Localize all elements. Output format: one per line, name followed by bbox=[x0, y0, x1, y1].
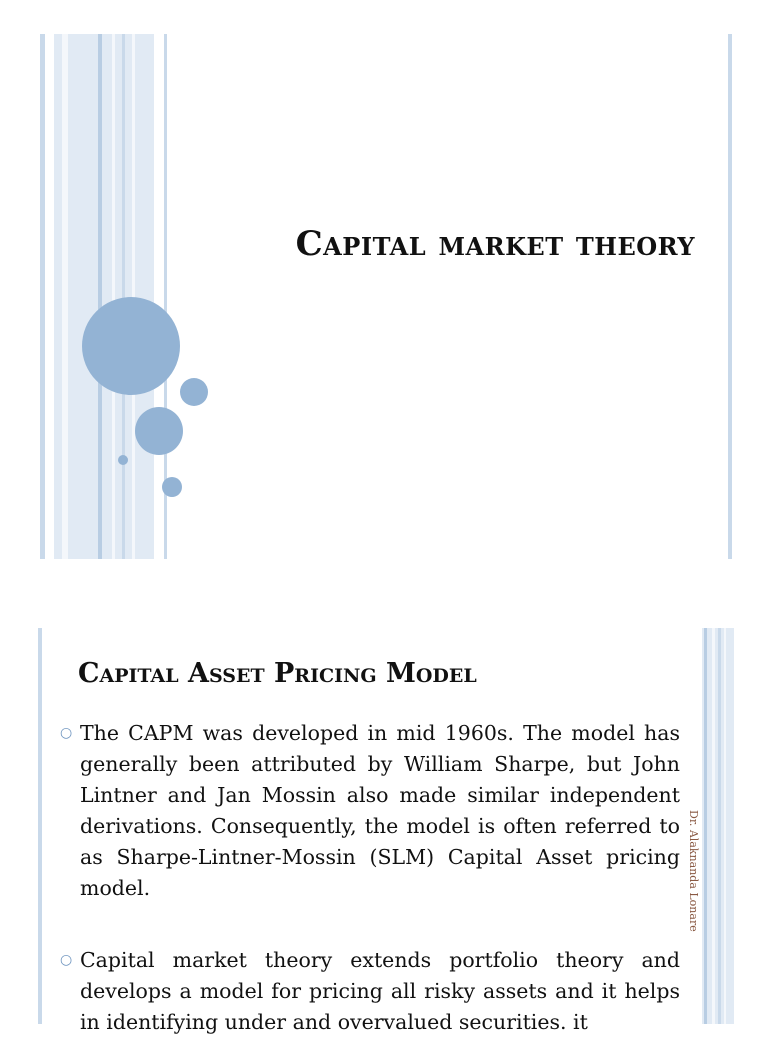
bullet-text: Capital market theory extends portfolio theory and develops a model for pricing all risky assets and it helps in identifying under and overvalued securities. it bbox=[80, 948, 680, 1034]
circle-bullet-icon: ○ bbox=[60, 952, 73, 968]
stripe bbox=[724, 628, 726, 1024]
title-slide bbox=[40, 34, 734, 559]
stripe bbox=[712, 628, 715, 1024]
bullet-item bbox=[60, 718, 680, 904]
circle-medium bbox=[135, 407, 183, 455]
circle-small bbox=[180, 378, 208, 406]
stripe bbox=[718, 628, 721, 1024]
author-footer: Dr. Alaknanda Lonare bbox=[687, 810, 700, 932]
stripe bbox=[704, 628, 707, 1024]
circle-large bbox=[82, 297, 180, 395]
stripe bbox=[62, 34, 68, 559]
bullet-text: The CAPM was developed in mid 1960s. The model has generally been attributed by William Sharpe, but John Lintner and Jan Mossin also made similar independent derivations. Consequently, the model is often referred to as Sharpe-Lintner-Mossin (SLM) Capital Asset pricing model. bbox=[80, 721, 680, 900]
circle-bullet-icon: ○ bbox=[60, 725, 73, 741]
stripe bbox=[112, 34, 115, 559]
circle-small bbox=[162, 477, 182, 497]
bullet-item bbox=[60, 945, 680, 1038]
slide-title: Capital market theory bbox=[295, 224, 695, 264]
stripe bbox=[54, 34, 154, 559]
stripe bbox=[728, 34, 732, 559]
stripe bbox=[40, 34, 45, 559]
slide-heading: Capital Asset Pricing Model bbox=[78, 658, 477, 689]
stripe bbox=[38, 628, 42, 1024]
content-slide bbox=[38, 628, 734, 1034]
stripe bbox=[98, 34, 102, 559]
circle-tiny bbox=[118, 455, 128, 465]
